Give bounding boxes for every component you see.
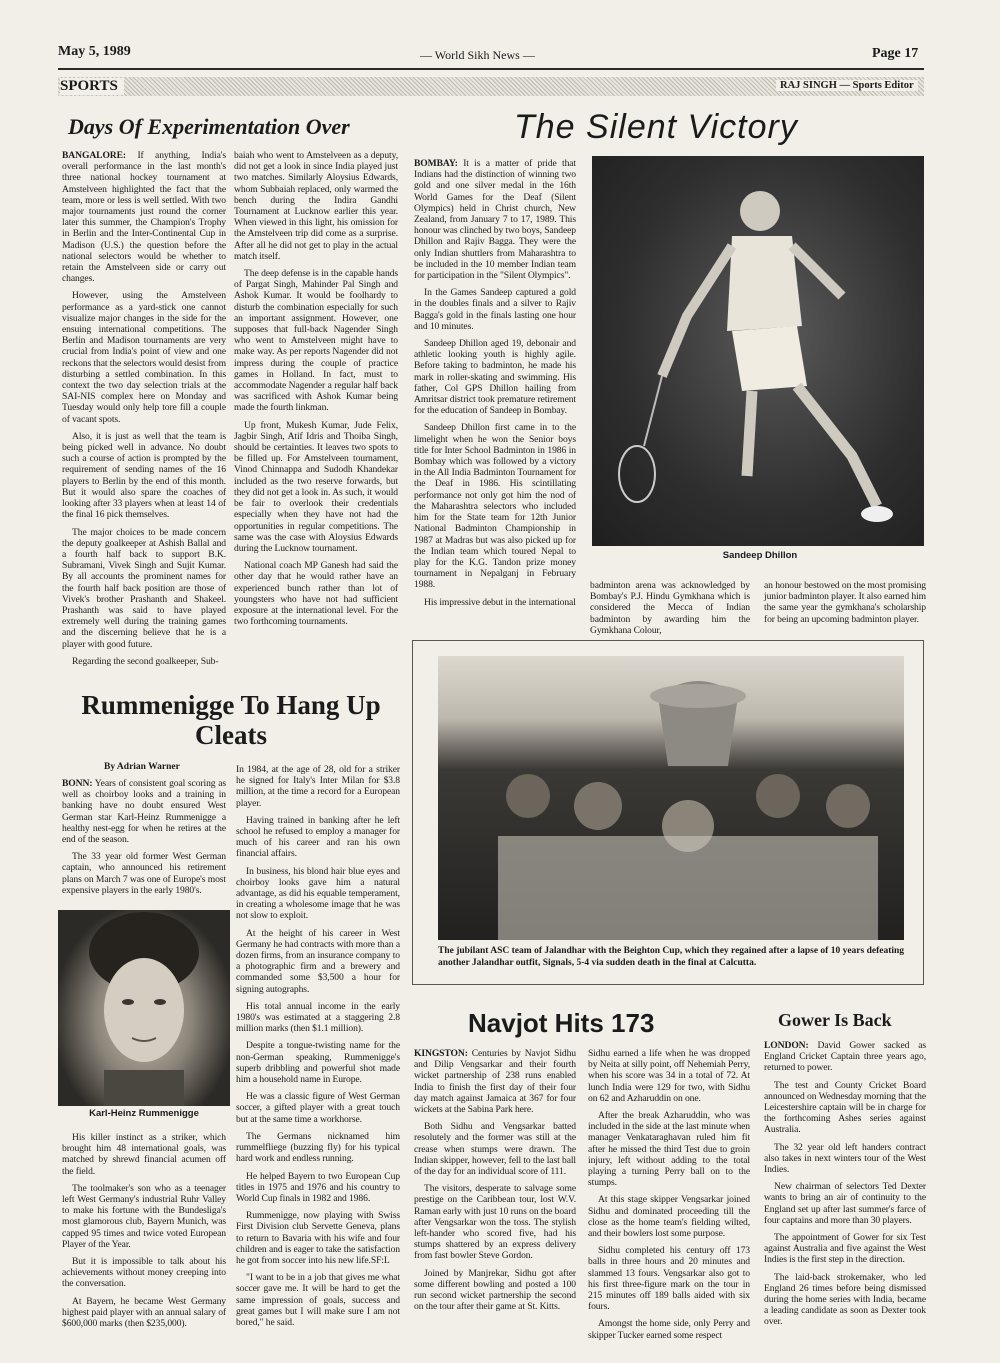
dateline: LONDON: — [764, 1040, 809, 1051]
paragraph: badminton arena was acknowledged by Bombay's P.J. Hindu Gymkhana which is considered the Mecca of Indian badminton by awarding him the Gymkhana Colour, — [590, 580, 750, 636]
paragraph: In the Games Sandeep captured a gold in the doubles finals and a silver to Rajiv Bagga's gold in the finals lasting one hour and 10 minutes. — [414, 287, 576, 332]
headline-days-of-experimentation: Days Of Experimentation Over — [68, 114, 350, 139]
headline-navjot: Navjot Hits 173 — [468, 1008, 655, 1038]
paragraph: Also, it is just as well that the team is being picked well in advance. No doubt such a course of action is prompted by the requirement of sending names of the 16 players to Berlin by the end of this month. But it would also spare the coaches of looking after 33 players when at least 14 of the final 16 pick themselves. — [62, 430, 226, 521]
section-title: SPORTS — [60, 78, 124, 95]
paragraph: At the height of his career in West Germany he had contracts with more than a dozen firms, from an insurance company to a photographic firm and a brewery and commanded some $3,500 a hour for signing autographs. — [236, 927, 400, 995]
paragraph: But it is impossible to talk about his achievements without money creeping into the conversation. — [62, 1256, 226, 1290]
paragraph: The appointment of Gower for six Test against Australia and five against the West Indies is the first step in the direction. — [764, 1232, 926, 1266]
paragraph: At this stage skipper Vengsarkar joined Sidhu and dominated proceeding till the close as the home team's fielding wilted, and their bowlers lost some purpose. — [588, 1194, 750, 1240]
paragraph: Regarding the second goalkeeper, Sub- — [72, 655, 219, 667]
paragraph: "I want to be in a job that gives me what soccer gave me. It will be hard to get the same impression of goals, success and great games but I will make sure I am not bored," he said. — [236, 1272, 400, 1328]
paragraph: His killer instinct as a striker, which brought him 48 international goals, was matched by shrewd financial acumen off the field. — [62, 1132, 226, 1177]
story1-col1: BANGALORE: If anything, India's overall performance in the last month's three national hockey tournament at Amstelveen highlighted the fact that the team, more or less is well settled. With two major tournaments just round the corner later this summer, the Champion's Trophy in Berlin and the Inter-Continental Cup in Madison (U.S.) the question before the national selectors would be whether to retain the Amstelveen side or carry out changes. However, using the Amstelveen performance as a yard-stick one cannot visualize major changes in the side for the ensuing international competitions. The Berlin and Madison tournaments are very crucial from India's point of view and one reckons that the selectors would desist from disturbing a settled combination. In this context the two day selection trials at the SAI-NIS complex here on Monday and Tuesday would only help tore fill a couple of vacant spots. Also, it is just as well that the team is being picked well in advance. No doubt such a course of action is prompted by the requirement of sending names of the 16 players to Berlin by the end of this month. But it would also spare the coaches of looking after 33 players when at least 14 of the final 16 pick themselves. The major choices to be made concern the deputy goalkeeper at Ashish Ballal and a fourth half back to support B.K. Subramani, Vivek Singh and Sujit Kumar. By all accounts the prominent names for the fourth half back position are those of Vivek's brother Prashanth and Shakeel. Prashanth was said to have played extremely well during the training games and the discerning believe that he is a player with good future. Regarding the second goalkeeper, Sub- — [62, 150, 226, 667]
dateline: BANGALORE: — [62, 150, 127, 161]
story4-col1: KINGSTON: Centuries by Navjot Sidhu and Dilip Vengsarkar and their fourth wicket partnership of 238 runs enabled India to finish the first day of their four day match against Jamaica at 367 for four wickets at the Sabina Park here. Both Sidhu and Vengsarkar batted resolutely and the former was still at the crease when stumps were drawn. The Indian skipper, however, fell to the last ball of the day for an individual score of 111. The visitors, desperate to salvage some prestige on the Caribbean tour, lost W.V. Raman early with just 10 runs on the board after Vengsarkar won the toss. The stylish left-hander who scored five, had his stumps shattered by an express delivery from fast bowler Steve Gordon. Joined by Manjrekar, Sidhu got after some different bowling and posted a 100 run second wicket partnership the second on the tour after their game at St. Kitts. — [414, 1048, 576, 1313]
paragraph: His impressive debut in the international — [424, 596, 576, 608]
team-photo-caption: The jubilant ASC team of Jalandhar with the Beighton Cup, which they regained after a lapse of 10 years defeating another Jalandhar outfit, Signals, 5-4 via sudden death in the final at Calcutta. — [438, 946, 905, 968]
paper-name: — World Sikh News — — [420, 48, 535, 62]
paragraph: Sandeep Dhillon first came in to the limelight when he won the Senior boys title for Inter School Badminton in 1986 in Bombay which was followed by a victory in the All India Badminton Tournament for the Deaf in 1986. His scintillating performance not only got him the nod of the Maharashtra selectors who included him for the State team for 12th Junior National Badminton Championship in 1987 at Madras but was also picked up for the Indian team which toured Nepal to play for the K.G. Tandon prize money tournament in Nepalganj in February 1988. — [414, 422, 576, 591]
paragraph: He was a classic figure of West German soccer, a gifted player with a great touch but at the same time a workhorse. — [236, 1091, 400, 1125]
paragraph: However, using the Amstelveen performance as a yard-stick one cannot visualize major changes in the side for the ensuing international competitions. The Berlin and Madison tournaments are very crucial from India's point of view and one reckons that the selectors would desist from disturbing a settled combination. In this context the two day selection trials at the SAI-NIS complex here on Monday and Tuesday would only help tore fill a couple of vacant spots. — [62, 290, 226, 425]
paragraph: In 1984, at the age of 28, old for a striker he signed for Italy's Inter Milan for $3.8 million, at the time a record for a European player. — [236, 764, 400, 809]
team-celebration-figures — [438, 656, 904, 940]
sandeep-dhillon-caption: Sandeep Dhillon — [722, 550, 798, 561]
headline-silent-victory: The Silent Victory — [514, 108, 798, 146]
paragraph: The visitors, desperate to salvage some prestige on the Caribbean tour, lost W.V. Raman early with just 10 runs on the board after Vengsarkar won the toss. The stylish left-hander who scored five, had his stumps shattered by an express delivery from fast bowler Steve Gordon. — [414, 1183, 576, 1262]
paragraph: The toolmaker's son who as a teenager left West Germany's industrial Ruhr Valley to make his fortune with the Bundesliga's most glamorous club, Bayern Munich, was capped 95 times and twice voted European Player of the Year. — [62, 1182, 226, 1250]
sandeep-dhillon-photo — [592, 156, 924, 546]
dateline: BONN: — [62, 778, 93, 789]
paragraph: an honour bestowed on the most promising junior badminton player. It also earned him the same year the gymkhana's scholarship for being an upcoming badminton player. — [764, 580, 926, 625]
paragraph: Sidhu completed his century off 173 balls in three hours and 20 minutes and slammed 13 fours. Vengsarkar also got to his first three-figure mark on the tour in 215 minutes off 189 balls aided with six fours. — [588, 1245, 750, 1313]
story4-col2 — [588, 1048, 750, 1347]
paragraph: He helped Bayern to two European Cup titles in 1975 and 1976 and his country to World Cup finals in 1982 and 1986. — [236, 1170, 400, 1204]
paragraph: The major choices to be made concern the deputy goalkeeper at Ashish Ballal and a fourth half back to support B.K. Subramani, Vivek Singh and Sujit Kumar. By all accounts the prominent names for the fourth half back position are those of Vivek's brother Prashanth and Shakeel. Prashanth was said to have played extremely well during the training games and the discerning believe that he is a player with good future. — [62, 526, 226, 650]
paragraph: At Bayern, he became West Germany highest paid player with an annual salary of $600,000 marks (then $235,000). — [62, 1295, 226, 1330]
sports-editor: RAJ SINGH — Sports Editor — [776, 80, 918, 91]
rummenigge-photo — [58, 910, 230, 1106]
paragraph: Sandeep Dhillon aged 19, debonair and athletic looking youth is highly agile. Before taking to badminton, he made his mark in roller-skating and swimming. His father, Col GPS Dhillon hailing from Amritsar district took premature retirement for the education of Sandeep in Bombay. — [414, 338, 576, 417]
page-number: Page 17 — [872, 46, 919, 61]
paragraph: Up front, Mukesh Kumar, Jude Felix, Jagbir Singh, Atif Idris and Thoiba Singh, should be certainties. It leaves two spots to be filled up. For Amstelveen tournament, Vinod Chinnappa and Sudodh Khandekar included as the two reserve forwards, but they did not get a look in. As such, it would be fair to overlook their credentials especially when they have not had the opportunities in regular competitions. The same was the case with Aloysius Edwards during the Lucknow tournament. — [234, 419, 398, 554]
story1-col2 — [234, 150, 398, 633]
paragraph: Both Sidhu and Vengsarkar batted resolutely and the former was still at the crease when stumps were drawn. The Indian skipper, however, fell to the last ball of the day for an individual score of 111. — [414, 1121, 576, 1178]
paragraph: The deep defense is in the capable hands of Pargat Singh, Mahinder Pal Singh and Ashok Kumar. It would be foolhardy to disturb the combination especially for such an important assignment. However, one supposes that full-back Nagender Singh who went to Amstelveen might have to make way. As per reports Nagender did not impress during the couple of practice games in Holland. In fact, must to accommodate Nagender a regular half back was sacrificed with Ashok Kumar being made the fourth linkman. — [234, 268, 398, 414]
paragraph: Having trained in banking after he left school he refused to employ a manager for much of his career and ran his own financial affairs. — [236, 814, 400, 860]
paragraph: In business, his blond hair blue eyes and choirboy looks gave him a natural advantage, as did his equable temperament, in creating a wholesome image that he was not slow to exploit. — [236, 865, 400, 922]
paragraph: Amongst the home side, only Perry and skipper Tucker earned some respect — [588, 1318, 750, 1341]
paragraph: After the break Azharuddin, who was included in the side at the last minute when manager Venkataraghavan ruled him fit after he missed the third Test due to groin injury, left without adding to the total playing a turning Perry ball on to the stumps. — [588, 1110, 750, 1189]
badminton-player-figure — [592, 156, 924, 546]
rummenigge-caption: Karl-Heinz Rummenigge — [89, 1108, 199, 1119]
dateline: KINGSTON: — [414, 1048, 468, 1059]
paragraph: Despite a tongue-twisting name for the non-German speaking, Rummenigge's superb dribbling and powerful shot made him a household name in Europe. — [236, 1040, 400, 1086]
story3-col1-top: BONN: Years of consistent goal scoring as well as choirboy looks and a training in banking have no doubt ensured West German star Karl-Heinz Rummenigge a healthy nest-egg for when he retires at the end of the season. The 33 year old former West German captain, who announced his retirement plans on March 7 was one of Europe's most expensive players in the early 1980's. — [62, 778, 226, 896]
issue-date: May 5, 1989 — [58, 44, 131, 59]
paragraph: His total annual income in the early 1980's was estimated at a staggering 2.8 million marks (then $1.1 million). — [236, 1000, 400, 1035]
story3-col1-bottom — [62, 1132, 226, 1335]
paragraph: The 32 year old left handers contract also takes in next winters tour of the West Indies. — [764, 1141, 926, 1176]
portrait-figure — [58, 910, 230, 1106]
story2-col3 — [764, 580, 926, 631]
byline: By Adrian Warner — [104, 762, 180, 772]
paragraph: The laid-back strokemaker, who led England 26 times before being dismissed during the home series with India, became a leading candidate as soon as Dexter took over. — [764, 1271, 926, 1328]
story2-col2 — [590, 580, 750, 642]
story5-col: LONDON: David Gower sacked as England Cricket Captain three years ago, returned to power. The test and County Cricket Board announced on Wednesday morning that the Leicestershire captain will be in charge for the forthcoming Ashes series against Australia. The 32 year old left handers contract also takes in next winters tour of the West Indies. New chairman of selectors Ted Dexter wants to bring an air of continuity to the England set up after last summer's farce of four captains and more than 30 players. The appointment of Gower for six Test against Australia and five against the West Indies is the first step in the direction. The laid-back strokemaker, who led England 26 times before being dismissed during the home series with India, became a leading candidate as soon as Dexter took over. — [764, 1040, 926, 1328]
paragraph: Rummenigge, now playing with Swiss First Division club Servette Geneva, plans to return to Bavaria with his wife and four children and is eager to take the satisfaction he got from soccer into his new life.SF:L — [236, 1210, 400, 1266]
paragraph: Sidhu earned a life when he was dropped by Neita at silly point, off Nehemiah Perry, when his score was 34 in a total of 72. At lunch India were 129 for two, with Sidhu on 62 and Azharuddin on one. — [588, 1048, 750, 1104]
paragraph: The test and County Cricket Board announced on Wednesday morning that the Leicestershire captain will be in charge for the forthcoming Ashes series against Australia. — [764, 1079, 926, 1136]
paragraph: National coach MP Ganesh had said the other day that he would rather have an experienced bunch rather than lot of youngsters who have not had sufficient exposure at the international level. For the two forthcoming tournaments. — [234, 560, 398, 628]
dateline: BOMBAY: — [414, 158, 458, 169]
paragraph: Joined by Manjrekar, Sidhu got after some different bowling and posted a 100 run second wicket partnership the second on the tour after their game at St. Kitts. — [414, 1267, 576, 1313]
paragraph: The 33 year old former West German captain, who announced his retirement plans on March 7 was one of Europe's most expensive players in the early 1980's. — [62, 851, 226, 896]
story3-col2 — [236, 764, 400, 1334]
asc-team-photo — [438, 656, 904, 940]
paragraph: New chairman of selectors Ted Dexter wants to bring an air of continuity to the England set up after last summer's farce of four captains and more than 30 players. — [764, 1181, 926, 1226]
headline-rummenigge: Rummenigge To Hang Up Cleats — [81, 690, 381, 750]
paragraph: The Germans nicknamed him rummelfliege (buzzing fly) for his typical hard work and endless running. — [236, 1130, 400, 1165]
headline-gower: Gower Is Back — [778, 1010, 892, 1030]
story2-col1: BOMBAY: It is a matter of pride that Indians had the distinction of winning two gold and one silver medal in the 16th World Games for the Deaf (Silent Olympics) held in Christ church, New Zealand, from January 7 to 17, 1989. This honour was clinched by two boys, Sandeep Dhillon and Rajiv Bagga. They were the only Indian shuttlers from Maharashtra to be included in the 10 member Indian team for participation in the "Silent Olympics". In the Games Sandeep captured a gold in the doubles finals and a silver to Rajiv Bagga's gold in the finals lasting one hour and 10 minutes. Sandeep Dhillon aged 19, debonair and athletic looking youth is highly agile. Before taking to badminton, he made his mark in roller-skating and swimming. His father, Col GPS Dhillon hailing from Amritsar district took premature retirement for the education of Sandeep in Bombay. Sandeep Dhillon first came in to the limelight when he won the Senior boys title for Inter School Badminton in 1986 in Bombay which was followed by a victory in the All India Badminton Tournament for the Deaf in 1986. His scintillating performance not only got him the nod of the Maharashtra selectors who included him for the State team for 12th Junior National Badminton Championship in 1987 at Madras but was also picked up for the Indian team which toured Nepal to play for the K.G. Tandon prize money tournament in Nepalganj in February 1988. His impressive debut in the international — [414, 158, 576, 608]
top-rule — [58, 68, 924, 70]
paragraph: baiah who went to Amstelveen as a deputy, did not get a look in since India played just two matches. Similarly Aloysius Edwards, whom Subbaiah replaced, only warmed the bench during the Indira Gandhi Tournament at Lucknow earlier this year. When viewed in this light, his omission for the Amstelveen trip did come as a surprise. After all he did not get to play in the actual match itself. — [234, 150, 398, 262]
